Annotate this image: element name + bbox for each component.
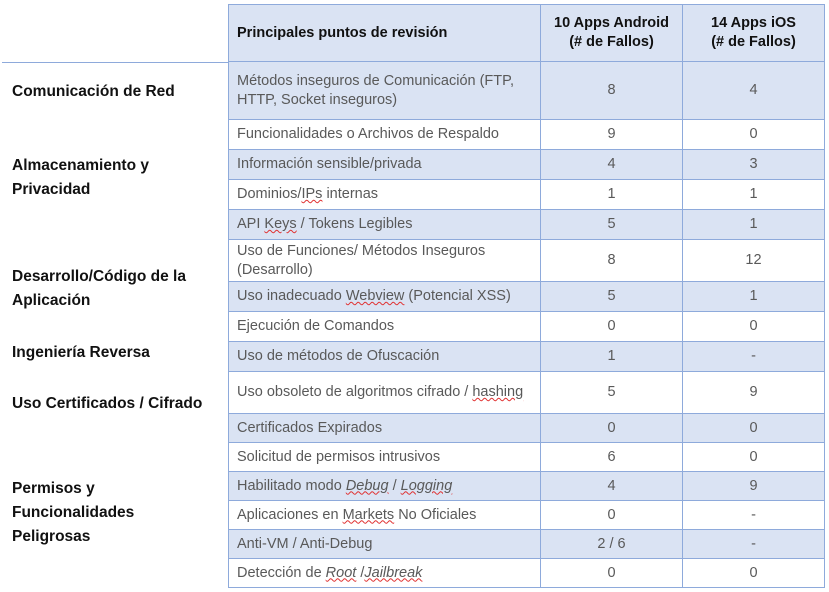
- row-android-value: 5: [541, 282, 683, 312]
- row-point-text: API: [237, 216, 265, 232]
- row-ios-value: -: [683, 342, 825, 372]
- row-ios-value: 0: [683, 414, 825, 443]
- header-android-title: 10 Apps Android: [554, 15, 669, 31]
- row-android-value: 0: [541, 414, 683, 443]
- row-point-text: Detección de: [237, 564, 326, 581]
- row-point: [229, 559, 541, 588]
- row-ios-value: -: [683, 501, 825, 530]
- category-reverse-engineering: Ingeniería Reversa: [12, 344, 150, 361]
- row-point: Información sensible/privada: [229, 150, 541, 180]
- row-ios-value: -: [683, 530, 825, 559]
- row-ios-value: 0: [683, 120, 825, 150]
- row-point-text: Jailbreak: [364, 564, 423, 581]
- table-row: [229, 150, 825, 180]
- row-ios-value: 4: [683, 62, 825, 120]
- category-network: Comunicación de Red: [12, 83, 175, 100]
- row-point-text: Dominios/: [237, 186, 302, 202]
- row-point-text: hashing: [472, 384, 524, 400]
- table-row: [229, 443, 825, 472]
- table-row: [229, 62, 825, 120]
- row-android-value: 0: [541, 501, 683, 530]
- row-point-text: / Tokens Legibles: [296, 216, 413, 232]
- row-point: Uso de Funciones/ Métodos Inseguros (Desarrollo): [229, 240, 541, 282]
- row-android-value: 1: [541, 180, 683, 210]
- row-android-value: 4: [541, 472, 683, 501]
- row-point-text: /: [356, 564, 365, 581]
- row-ios-value: 1: [683, 210, 825, 240]
- row-android-value: 4: [541, 150, 683, 180]
- row-point: Métodos inseguros de Comunicación (FTP, HTTP, Socket inseguros): [229, 62, 541, 120]
- row-point: Certificados Expirados: [229, 414, 541, 443]
- row-point: Uso de métodos de Ofuscación: [229, 342, 541, 372]
- category-development: Desarrollo/Código de la Aplicación: [12, 268, 186, 309]
- header-ios-subtitle: (# de Fallos): [711, 34, 796, 50]
- row-point: [229, 282, 541, 312]
- row-point-text: /: [388, 477, 401, 494]
- row-point-text: Uso obsoleto de algoritmos cifrado /: [237, 384, 473, 400]
- row-point-text: Markets: [342, 506, 395, 523]
- row-point-text: No Oficiales: [394, 506, 477, 523]
- row-point-text: IPs: [301, 186, 323, 202]
- header-review-points: Principales puntos de revisión: [229, 5, 541, 62]
- table-header-row: [229, 5, 825, 62]
- row-point-text: Habilitado modo: [237, 477, 346, 494]
- row-point: Ejecución de Comandos: [229, 312, 541, 342]
- category-divider: [2, 62, 228, 63]
- header-ios: [683, 5, 825, 62]
- row-ios-value: 9: [683, 472, 825, 501]
- category-certificates: Uso Certificados / Cifrado: [12, 395, 203, 412]
- table-row: [229, 282, 825, 312]
- row-android-value: 0: [541, 559, 683, 588]
- table-row: [229, 120, 825, 150]
- table-row: [229, 312, 825, 342]
- row-android-value: 5: [541, 210, 683, 240]
- row-ios-value: 0: [683, 443, 825, 472]
- row-ios-value: 1: [683, 282, 825, 312]
- row-point-text: Debug: [345, 477, 389, 494]
- row-point-text: Webview: [345, 288, 405, 304]
- table-row: [229, 240, 825, 282]
- table-row: [229, 414, 825, 443]
- header-ios-title: 14 Apps iOS: [711, 15, 796, 31]
- category-permissions: Permisos y Funcionalidades Peligrosas: [12, 480, 135, 545]
- row-point: Anti-VM / Anti-Debug: [229, 530, 541, 559]
- row-ios-value: 1: [683, 180, 825, 210]
- row-point-text: Aplicaciones en: [237, 506, 343, 523]
- row-point: [229, 472, 541, 501]
- row-ios-value: 0: [683, 312, 825, 342]
- table-row: [229, 180, 825, 210]
- table-row: [229, 530, 825, 559]
- row-point: [229, 372, 541, 414]
- row-android-value: 5: [541, 372, 683, 414]
- row-point-text: Uso inadecuado: [237, 288, 346, 304]
- row-point-text: Logging: [400, 477, 453, 494]
- row-android-value: 8: [541, 62, 683, 120]
- row-android-value: 8: [541, 240, 683, 282]
- table-row: [229, 501, 825, 530]
- row-point-text: Root: [325, 564, 357, 581]
- header-android: [541, 5, 683, 62]
- row-point: Funcionalidades o Archivos de Respaldo: [229, 120, 541, 150]
- row-point-text: Keys: [264, 216, 297, 232]
- category-storage: Almacenamiento y Privacidad: [12, 157, 149, 198]
- table-row: [229, 472, 825, 501]
- table-row: [229, 559, 825, 588]
- header-android-subtitle: (# de Fallos): [569, 34, 654, 50]
- row-point-text: (Potencial XSS): [404, 288, 511, 304]
- row-android-value: 2 / 6: [541, 530, 683, 559]
- row-android-value: 1: [541, 342, 683, 372]
- row-android-value: 0: [541, 312, 683, 342]
- row-ios-value: 3: [683, 150, 825, 180]
- row-point: [229, 501, 541, 530]
- row-android-value: 9: [541, 120, 683, 150]
- category-column: [0, 0, 228, 592]
- review-table: [228, 4, 825, 588]
- row-ios-value: 9: [683, 372, 825, 414]
- row-ios-value: 12: [683, 240, 825, 282]
- row-point: Solicitud de permisos intrusivos: [229, 443, 541, 472]
- table-row: [229, 372, 825, 414]
- row-point: [229, 210, 541, 240]
- row-point: [229, 180, 541, 210]
- table-row: [229, 210, 825, 240]
- table-row: [229, 342, 825, 372]
- row-android-value: 6: [541, 443, 683, 472]
- row-point-text: internas: [322, 186, 379, 202]
- row-ios-value: 0: [683, 559, 825, 588]
